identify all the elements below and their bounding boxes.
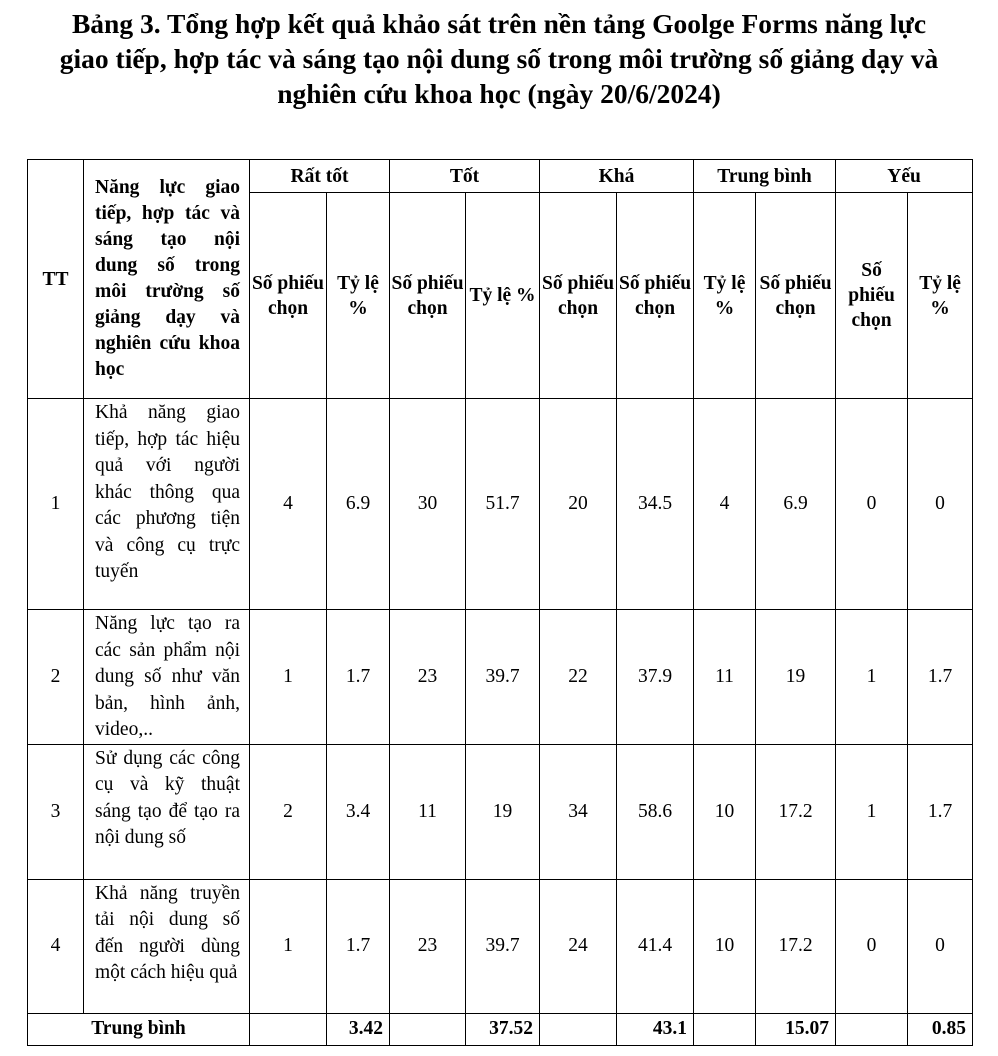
cell-value: 1.7 bbox=[908, 744, 973, 879]
subheader: Số phiếu chọn bbox=[836, 193, 908, 399]
cell-value: 1 bbox=[836, 610, 908, 745]
table-row bbox=[28, 610, 973, 745]
table-row bbox=[28, 744, 973, 879]
average-value bbox=[390, 1013, 466, 1045]
cell-value: 10 bbox=[694, 879, 756, 1013]
cell-value: 1 bbox=[250, 610, 327, 745]
table-row bbox=[28, 879, 973, 1013]
subheader: Tỷ lệ % bbox=[908, 193, 973, 399]
subheader: Số phiếu chọn bbox=[617, 193, 694, 399]
cell-value: 0 bbox=[836, 879, 908, 1013]
cell-value: 39.7 bbox=[466, 610, 540, 745]
header-group-tot: Tốt bbox=[390, 160, 540, 193]
cell-value: 37.9 bbox=[617, 610, 694, 745]
average-value: 15.07 bbox=[756, 1013, 836, 1045]
row-number: 2 bbox=[28, 610, 84, 745]
header-group-yeu: Yếu bbox=[836, 160, 973, 193]
competency-description: Khả năng giao tiếp, hợp tác hiệu quả với người khác thông qua các phương tiện và công cụ trực tuyến bbox=[84, 399, 250, 610]
cell-value: 6.9 bbox=[756, 399, 836, 610]
cell-value: 30 bbox=[390, 399, 466, 610]
average-value: 3.42 bbox=[327, 1013, 390, 1045]
cell-value: 6.9 bbox=[327, 399, 390, 610]
cell-value: 1 bbox=[836, 744, 908, 879]
subheader: Tỷ lệ % bbox=[327, 193, 390, 399]
subheader: Số phiếu chọn bbox=[756, 193, 836, 399]
cell-value: 19 bbox=[756, 610, 836, 745]
average-value bbox=[250, 1013, 327, 1045]
cell-value: 1 bbox=[250, 879, 327, 1013]
cell-value: 34.5 bbox=[617, 399, 694, 610]
cell-value: 17.2 bbox=[756, 879, 836, 1013]
cell-value: 2 bbox=[250, 744, 327, 879]
average-value: 37.52 bbox=[466, 1013, 540, 1045]
cell-value: 4 bbox=[694, 399, 756, 610]
survey-results-table bbox=[27, 159, 973, 1046]
cell-value: 24 bbox=[540, 879, 617, 1013]
row-number: 4 bbox=[28, 879, 84, 1013]
table-row bbox=[28, 399, 973, 610]
competency-description: Sử dụng các công cụ và kỹ thuật sáng tạo để tạo ra nội dung số bbox=[84, 744, 250, 879]
cell-value: 23 bbox=[390, 879, 466, 1013]
row-number: 1 bbox=[28, 399, 84, 610]
cell-value: 11 bbox=[390, 744, 466, 879]
table-caption bbox=[0, 6, 998, 111]
subheader: Số phiếu chọn bbox=[250, 193, 327, 399]
cell-value: 0 bbox=[836, 399, 908, 610]
cell-value: 0 bbox=[908, 399, 973, 610]
caption-line: giao tiếp, hợp tác và sáng tạo nội dung số trong môi trường số giảng dạy và bbox=[59, 43, 939, 74]
cell-value: 1.7 bbox=[327, 610, 390, 745]
cell-value: 11 bbox=[694, 610, 756, 745]
header-row-groups bbox=[28, 160, 973, 193]
header-group-kha: Khá bbox=[540, 160, 694, 193]
cell-value: 1.7 bbox=[908, 610, 973, 745]
cell-value: 39.7 bbox=[466, 879, 540, 1013]
average-value bbox=[540, 1013, 617, 1045]
cell-value: 23 bbox=[390, 610, 466, 745]
cell-value: 41.4 bbox=[617, 879, 694, 1013]
average-value bbox=[694, 1013, 756, 1045]
cell-value: 3.4 bbox=[327, 744, 390, 879]
cell-value: 4 bbox=[250, 399, 327, 610]
competency-description: Năng lực tạo ra các sản phẩm nội dung số như văn bản, hình ảnh, video,.. bbox=[84, 610, 250, 745]
header-tt: TT bbox=[28, 160, 84, 399]
cell-value: 0 bbox=[908, 879, 973, 1013]
subheader: Số phiếu chọn bbox=[540, 193, 617, 399]
cell-value: 22 bbox=[540, 610, 617, 745]
cell-value: 19 bbox=[466, 744, 540, 879]
subheader: Tỷ lệ % bbox=[694, 193, 756, 399]
average-value: 0.85 bbox=[908, 1013, 973, 1045]
cell-value: 51.7 bbox=[466, 399, 540, 610]
average-row bbox=[28, 1013, 973, 1045]
cell-value: 10 bbox=[694, 744, 756, 879]
subheader: Số phiếu chọn bbox=[390, 193, 466, 399]
average-value: 43.1 bbox=[617, 1013, 694, 1045]
header-competency: Năng lực giao tiếp, hợp tác và sáng tạo nội dung số trong môi trường số giảng dạy và nghiên cứu khoa học bbox=[84, 160, 250, 399]
caption-line: nghiên cứu khoa học (ngày 20/6/2024) bbox=[277, 78, 721, 109]
row-number: 3 bbox=[28, 744, 84, 879]
cell-value: 58.6 bbox=[617, 744, 694, 879]
cell-value: 1.7 bbox=[327, 879, 390, 1013]
average-label: Trung bình bbox=[28, 1013, 250, 1045]
average-value bbox=[836, 1013, 908, 1045]
header-group-rat-tot: Rất tốt bbox=[250, 160, 390, 193]
subheader: Tỷ lệ % bbox=[466, 193, 540, 399]
competency-description: Khả năng truyền tải nội dung số đến người dùng một cách hiệu quả bbox=[84, 879, 250, 1013]
cell-value: 20 bbox=[540, 399, 617, 610]
cell-value: 34 bbox=[540, 744, 617, 879]
cell-value: 17.2 bbox=[756, 744, 836, 879]
header-group-trung-binh: Trung bình bbox=[694, 160, 836, 193]
caption-line: Bảng 3. Tổng hợp kết quả khảo sát trên nền tảng Goolge Forms năng lực bbox=[71, 8, 927, 39]
